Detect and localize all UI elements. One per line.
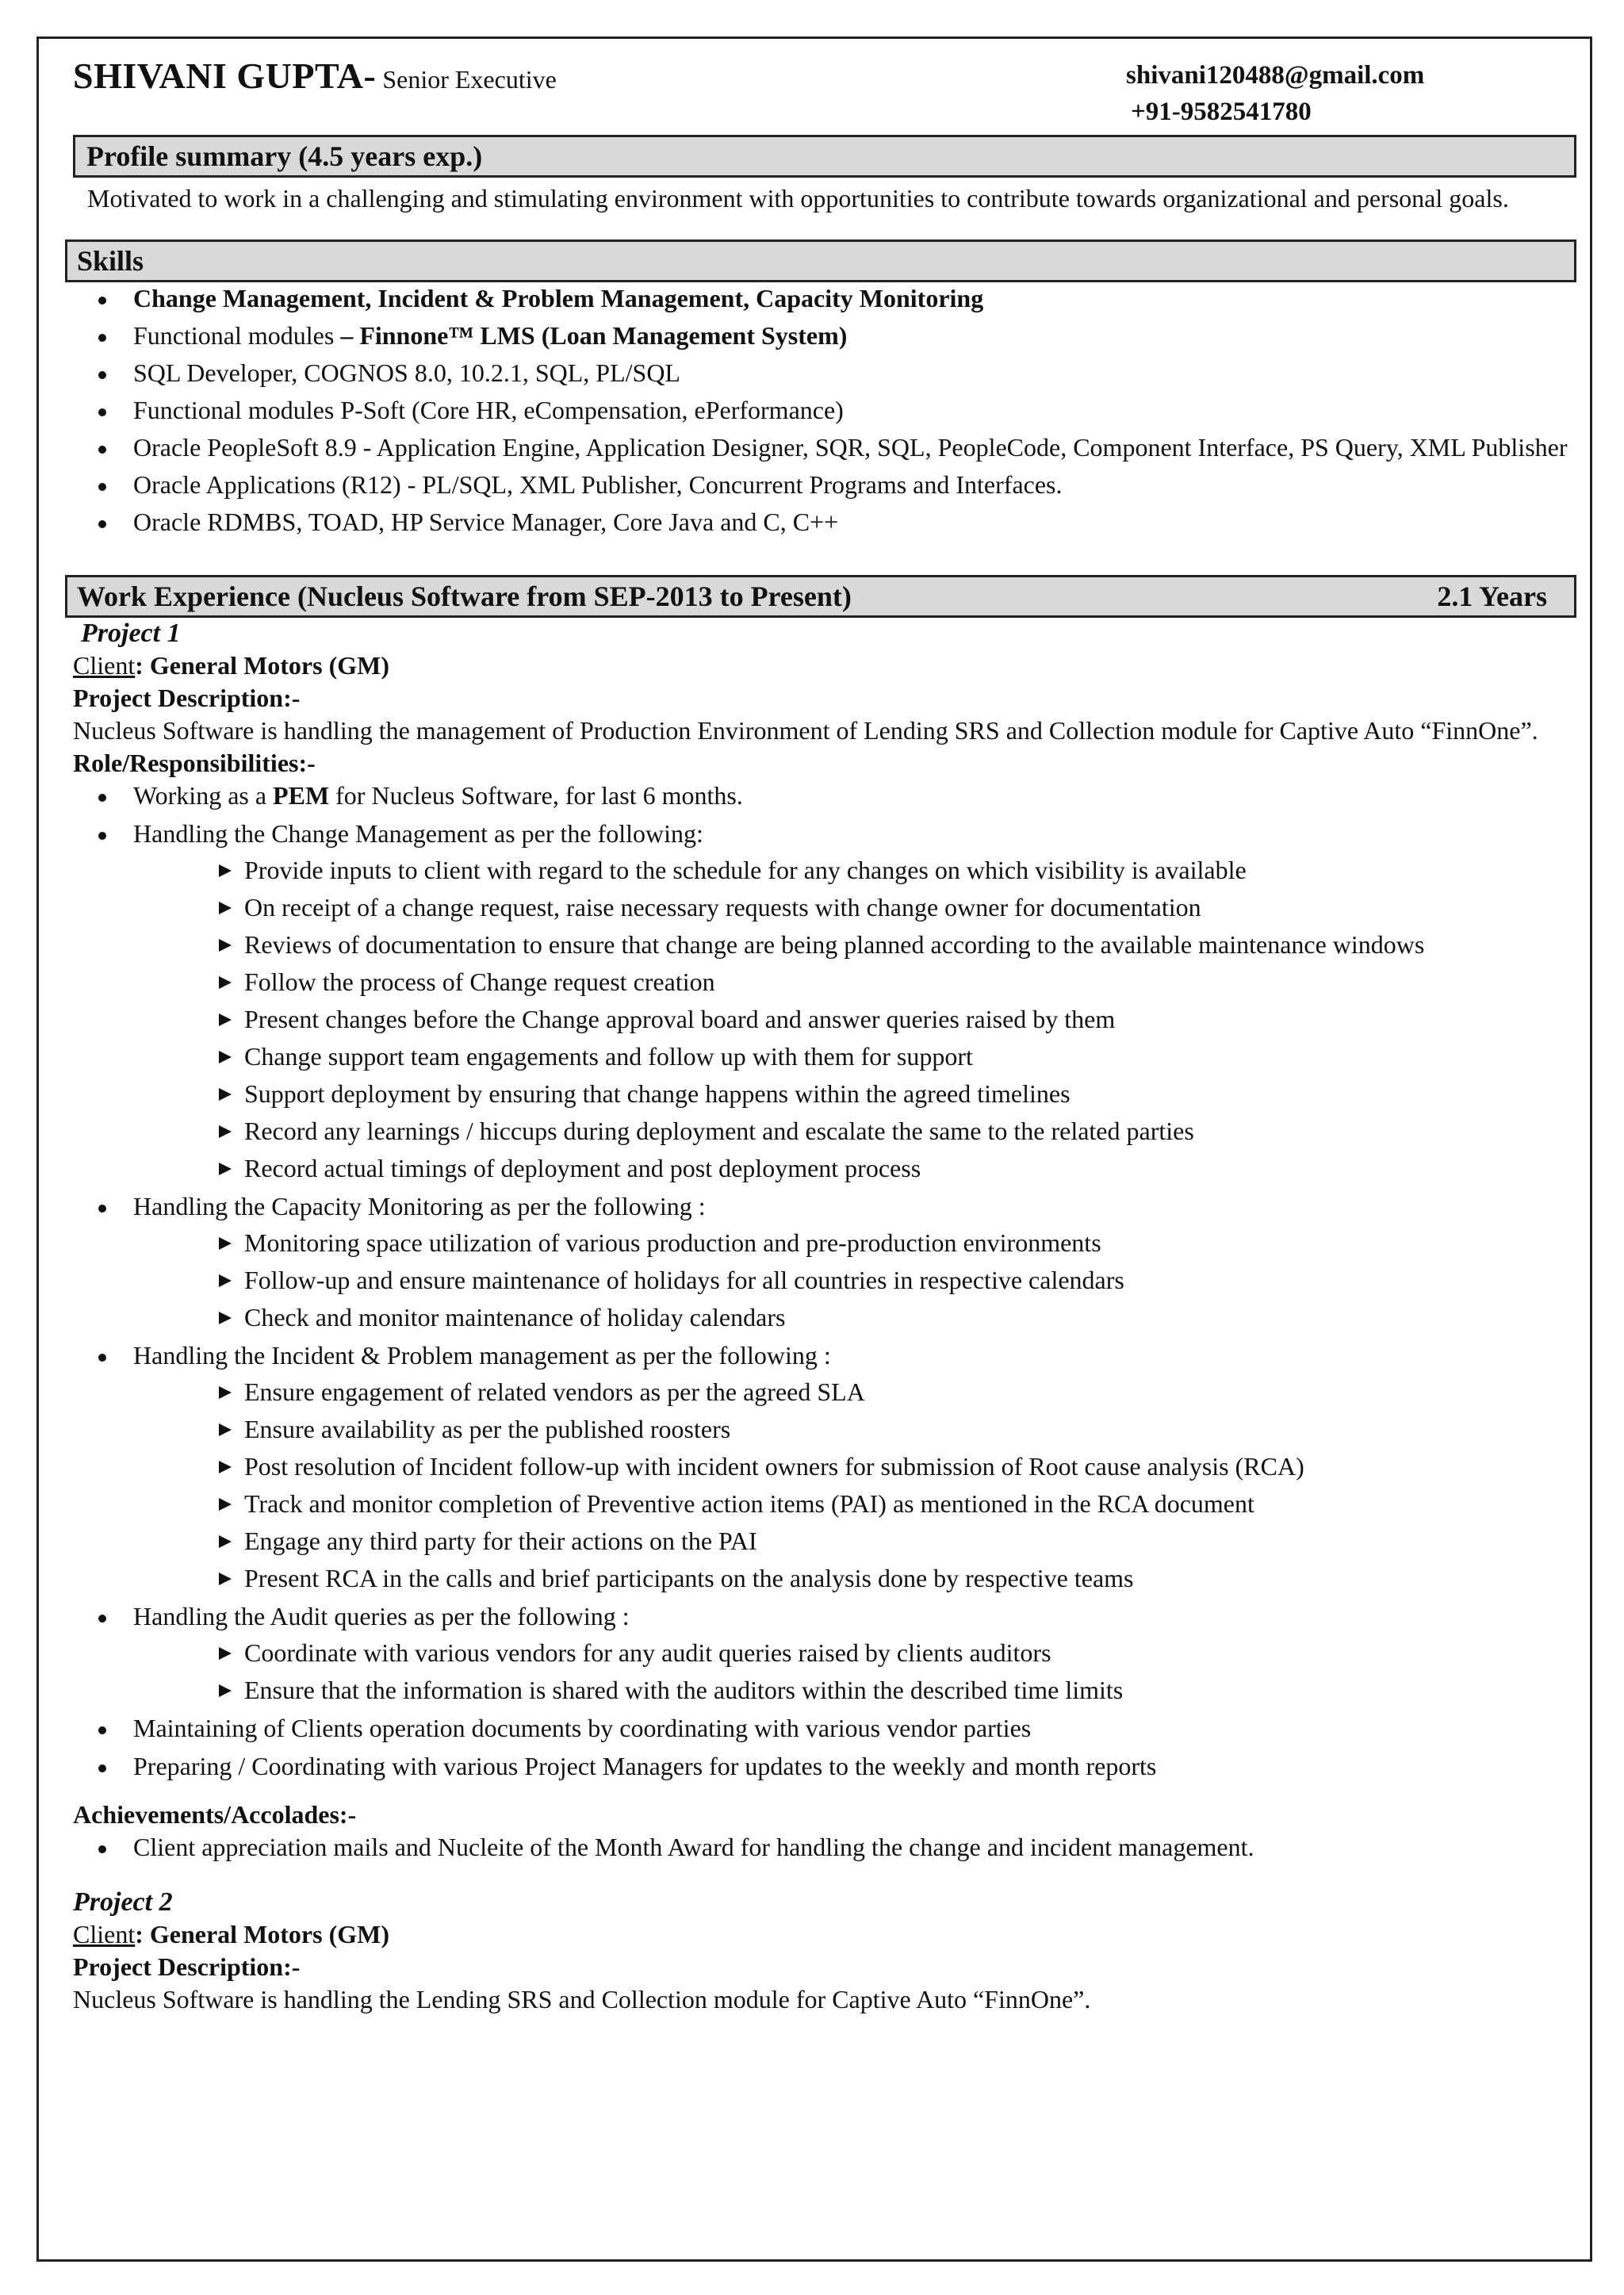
achievements-list (73, 1831, 1584, 1863)
sub-item: Ensure that the information is shared with the auditors within the described time limits (73, 1674, 1584, 1706)
responsibility-item: Handling the Change Management as per the following: Provide inputs to client with regard to the schedule for any changes on which visibility is available On receipt of a change request, raise necessary requests with change owner for documentation Reviews of documentation to ensure that change are being planned according to the available maintenance windows Follow the process of Change request creation Present changes before the Change approval board and answer queries raised by them Change support team engagements and follow up with them for support Support deployment by ensuring that change happens within the agreed timelines Record any learnings / hiccups during deployment and escalate the same to the related parties Record actual timings of deployment and post deployment process (73, 818, 1584, 1184)
sub-item: Post resolution of Incident follow-up with incident owners for submission of Root cause analysis (RCA) (73, 1450, 1584, 1482)
achievement-item: Client appreciation mails and Nucleite of the Month Award for handling the change and incident management. (73, 1831, 1584, 1863)
skills-list (73, 282, 1584, 538)
skill-item: Functional modules P-Soft (Core HR, eCompensation, ePerformance) (73, 394, 1584, 426)
responsibility-item: Working as a PEM for Nucleus Software, for last 6 months. (73, 780, 1584, 811)
audit-queries-list (133, 1637, 1584, 1706)
responsibility-item: Preparing / Coordinating with various Project Managers for updates to the weekly and month reports (73, 1750, 1584, 1782)
sub-item: Present changes before the Change approval board and answer queries raised by them (73, 1003, 1584, 1035)
work-duration: 2.1 Years (1437, 580, 1547, 612)
candidate-name: SHIVANI GUPTA- Senior Executive (73, 56, 557, 96)
skill-item: Oracle Applications (R12) - PL/SQL, XML Publisher, Concurrent Programs and Interfaces. (73, 469, 1584, 500)
skill-item: Change Management, Incident & Problem Management, Capacity Monitoring (73, 282, 1584, 314)
work-experience-heading: Work Experience (Nucleus Software from SEP-2013 to Present) 2.1 Years (65, 575, 1576, 618)
email-address: shivani120488@gmail.com (1126, 61, 1425, 90)
project-1-responsibilities (73, 780, 1584, 1782)
project-2-client: Client: General Motors (GM) (73, 1920, 389, 1948)
project-2-description: Nucleus Software is handling the Lending SRS and Collection module for Captive Auto “FinnOne”. (73, 1985, 1091, 2013)
sub-item: Track and monitor completion of Preventive action items (PAI) as mentioned in the RCA document (73, 1488, 1584, 1519)
resume-header (73, 52, 1584, 135)
sub-item: Check and monitor maintenance of holiday calendars (73, 1301, 1584, 1333)
project-2-title: Project 2 (73, 1887, 173, 1917)
project-2-description-label: Project Description:- (73, 1952, 301, 1981)
contact-block (1126, 57, 1424, 130)
project-1-description: Nucleus Software is handling the management of Production Environment of Lending SRS and Collection module for Captive Auto “FinnOne”. (73, 716, 1538, 745)
skills-heading: Skills (65, 239, 1576, 282)
sub-item: Follow the process of Change request creation (73, 966, 1584, 998)
capacity-monitoring-list (133, 1227, 1584, 1333)
sub-item: Reviews of documentation to ensure that change are being planned according to the available maintenance windows (73, 929, 1584, 960)
sub-item: Record any learnings / hiccups during deployment and escalate the same to the related parties (73, 1115, 1584, 1147)
project-1-client: Client: General Motors (GM) (73, 651, 389, 680)
sub-item: Ensure engagement of related vendors as per the agreed SLA (73, 1376, 1584, 1408)
sub-item: On receipt of a change request, raise necessary requests with change owner for documentation (73, 891, 1584, 923)
sub-item: Monitoring space utilization of various production and pre-production environments (73, 1227, 1584, 1259)
project-1-title: Project 1 (81, 619, 181, 648)
incident-management-list (133, 1376, 1584, 1594)
skill-item: Functional modules – Finnone™ LMS (Loan Management System) (73, 320, 1584, 351)
candidate-title: Senior Executive (376, 65, 557, 94)
responsibility-item: Handling the Audit queries as per the following : Coordinate with various vendors for any audit queries raised by clients auditors Ensure that the information is shared with the auditors within the described time limits (73, 1600, 1584, 1706)
project-1-role-label: Role/Responsibilities:- (73, 749, 316, 777)
sub-item: Engage any third party for their actions on the PAI (73, 1525, 1584, 1557)
sub-item: Present RCA in the calls and brief participants on the analysis done by respective teams (73, 1562, 1584, 1594)
sub-item: Change support team engagements and follow up with them for support (73, 1040, 1584, 1072)
resume-page (73, 52, 1584, 2015)
sub-item: Support deployment by ensuring that change happens within the agreed timelines (73, 1078, 1584, 1109)
phone-number: +91-9582541780 (1131, 98, 1312, 126)
sub-item: Follow-up and ensure maintenance of holidays for all countries in respective calendars (73, 1264, 1584, 1296)
sub-item: Record actual timings of deployment and post deployment process (73, 1152, 1584, 1184)
responsibility-item: Handling the Capacity Monitoring as per the following : Monitoring space utilization of various production and pre-production environments Follow-up and ensure maintenance of holidays for all countries in respective calendars Check and monitor maintenance of holiday calendars (73, 1190, 1584, 1333)
responsibility-item: Maintaining of Clients operation documents by coordinating with various vendor parties (73, 1712, 1584, 1744)
profile-summary-heading: Profile summary (4.5 years exp.) (73, 135, 1576, 178)
responsibility-item: Handling the Incident & Problem management as per the following : Ensure engagement of related vendors as per the agreed SLA Ensure availability as per the published roosters Post resolution of Incident follow-up with incident owners for submission of Root cause analysis (RCA) Track and monitor completion of Preventive action items (PAI) as mentioned in the RCA document Engage any third party for their actions on the PAI Present RCA in the calls and brief participants on the analysis done by respective teams (73, 1339, 1584, 1594)
profile-summary-text: Motivated to work in a challenging and stimulating environment with opportunities to contribute towards organizational and personal goals. (87, 184, 1509, 213)
sub-item: Ensure availability as per the published roosters (73, 1413, 1584, 1445)
project-1-description-label: Project Description:- (73, 684, 301, 712)
skill-item: SQL Developer, COGNOS 8.0, 10.2.1, SQL, PL/SQL (73, 357, 1584, 389)
skill-item: Oracle RDMBS, TOAD, HP Service Manager, Core Java and C, C++ (73, 506, 1584, 538)
skill-item: Oracle PeopleSoft 8.9 - Application Engine, Application Designer, SQR, SQL, PeopleCode, Component Interface, PS Query, XML Publisher (73, 431, 1584, 463)
achievements-label: Achievements/Accolades:- (73, 1800, 357, 1829)
change-management-list (133, 854, 1584, 1184)
sub-item: Provide inputs to client with regard to the schedule for any changes on which visibility is available (73, 854, 1584, 886)
sub-item: Coordinate with various vendors for any audit queries raised by clients auditors (73, 1637, 1584, 1669)
